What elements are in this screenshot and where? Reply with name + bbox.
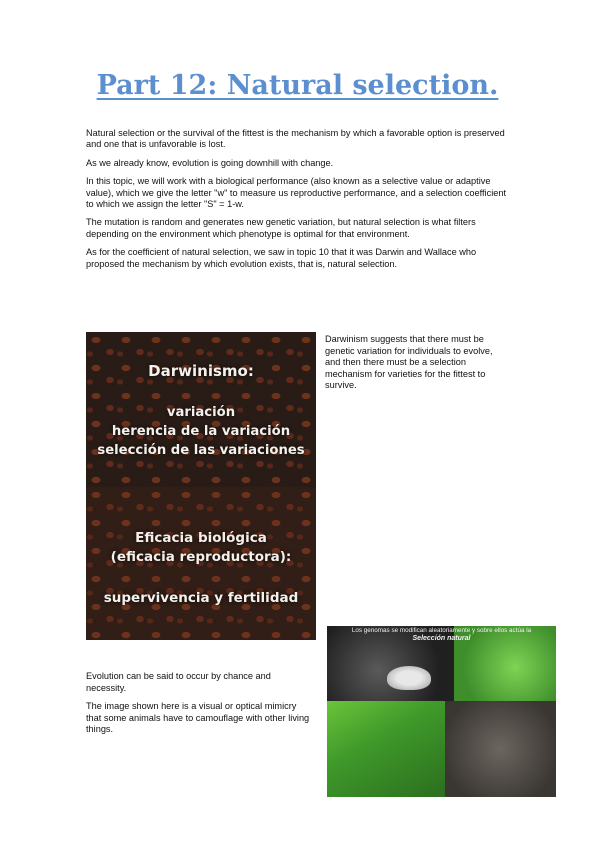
paragraph: The image shown here is a visual or optical mimicry that some animals have to camouflage with other living things. — [86, 701, 310, 735]
eficacia-line: Eficacia biológica — [135, 530, 267, 546]
paragraph: Natural selection or the survival of the fittest is the mechanism by which a favorable option is preserved and one that is unfavorable is lost. — [86, 128, 505, 150]
intro-text — [86, 128, 511, 277]
leaf-insect-image — [327, 701, 445, 797]
rock-camouflage-image — [445, 701, 556, 797]
collage-caption — [327, 626, 556, 647]
paragraph: The mutation is random and generates new genetic variation, but natural selection is what filters depending on the environment which phenotype is optimal for that environment. — [86, 217, 476, 239]
side-paragraph: Darwinism suggests that there must be genetic variation for individuals to evolve, and then there must be a selection mechanism for varieties for the fittest to survive. — [325, 334, 493, 391]
eficacia-heading — [86, 529, 316, 567]
darwinismo-line: herencia de la variación — [111, 424, 291, 439]
paragraph: As for the coefficient of natural selection, we saw in topic 10 that it was Darwin and Wallace who proposed the mechanism by which evolution exists, that is, natural selection. — [86, 247, 477, 269]
darwinismo-heading: Darwinismo: — [148, 362, 254, 380]
eficacia-line: (eficacia reproductora): — [110, 549, 292, 565]
moth-shape — [387, 666, 431, 690]
darwinism-side-text — [325, 334, 505, 399]
darwinismo-list — [86, 403, 316, 460]
darwinismo-line: selección de las variaciones — [97, 443, 305, 458]
caption-emphasis: Selección natural — [412, 635, 471, 642]
darwinism-figure — [86, 332, 316, 640]
camouflage-collage — [327, 626, 556, 797]
page-title: Part 12: Natural selection. — [96, 70, 499, 101]
paragraph: In this topic, we will work with a biological performance (also known as a selective value or adaptive value), which we give the letter "w" to measure us reproductive performance, and a selection coefficient to which we assign the letter "S" = 1-w. — [86, 176, 507, 210]
eficacia-subline: supervivencia y fertilidad — [103, 590, 299, 606]
evolution-text — [86, 671, 311, 743]
paragraph: Evolution can be said to occur by chance and necessity. — [86, 671, 271, 693]
paragraph: As we already know, evolution is going downhill with change. — [86, 157, 334, 168]
darwinismo-line: variación — [166, 405, 236, 420]
caption-line: Los genomas se modifican aleatoriamente y sobre ellos actúa la — [351, 627, 532, 634]
